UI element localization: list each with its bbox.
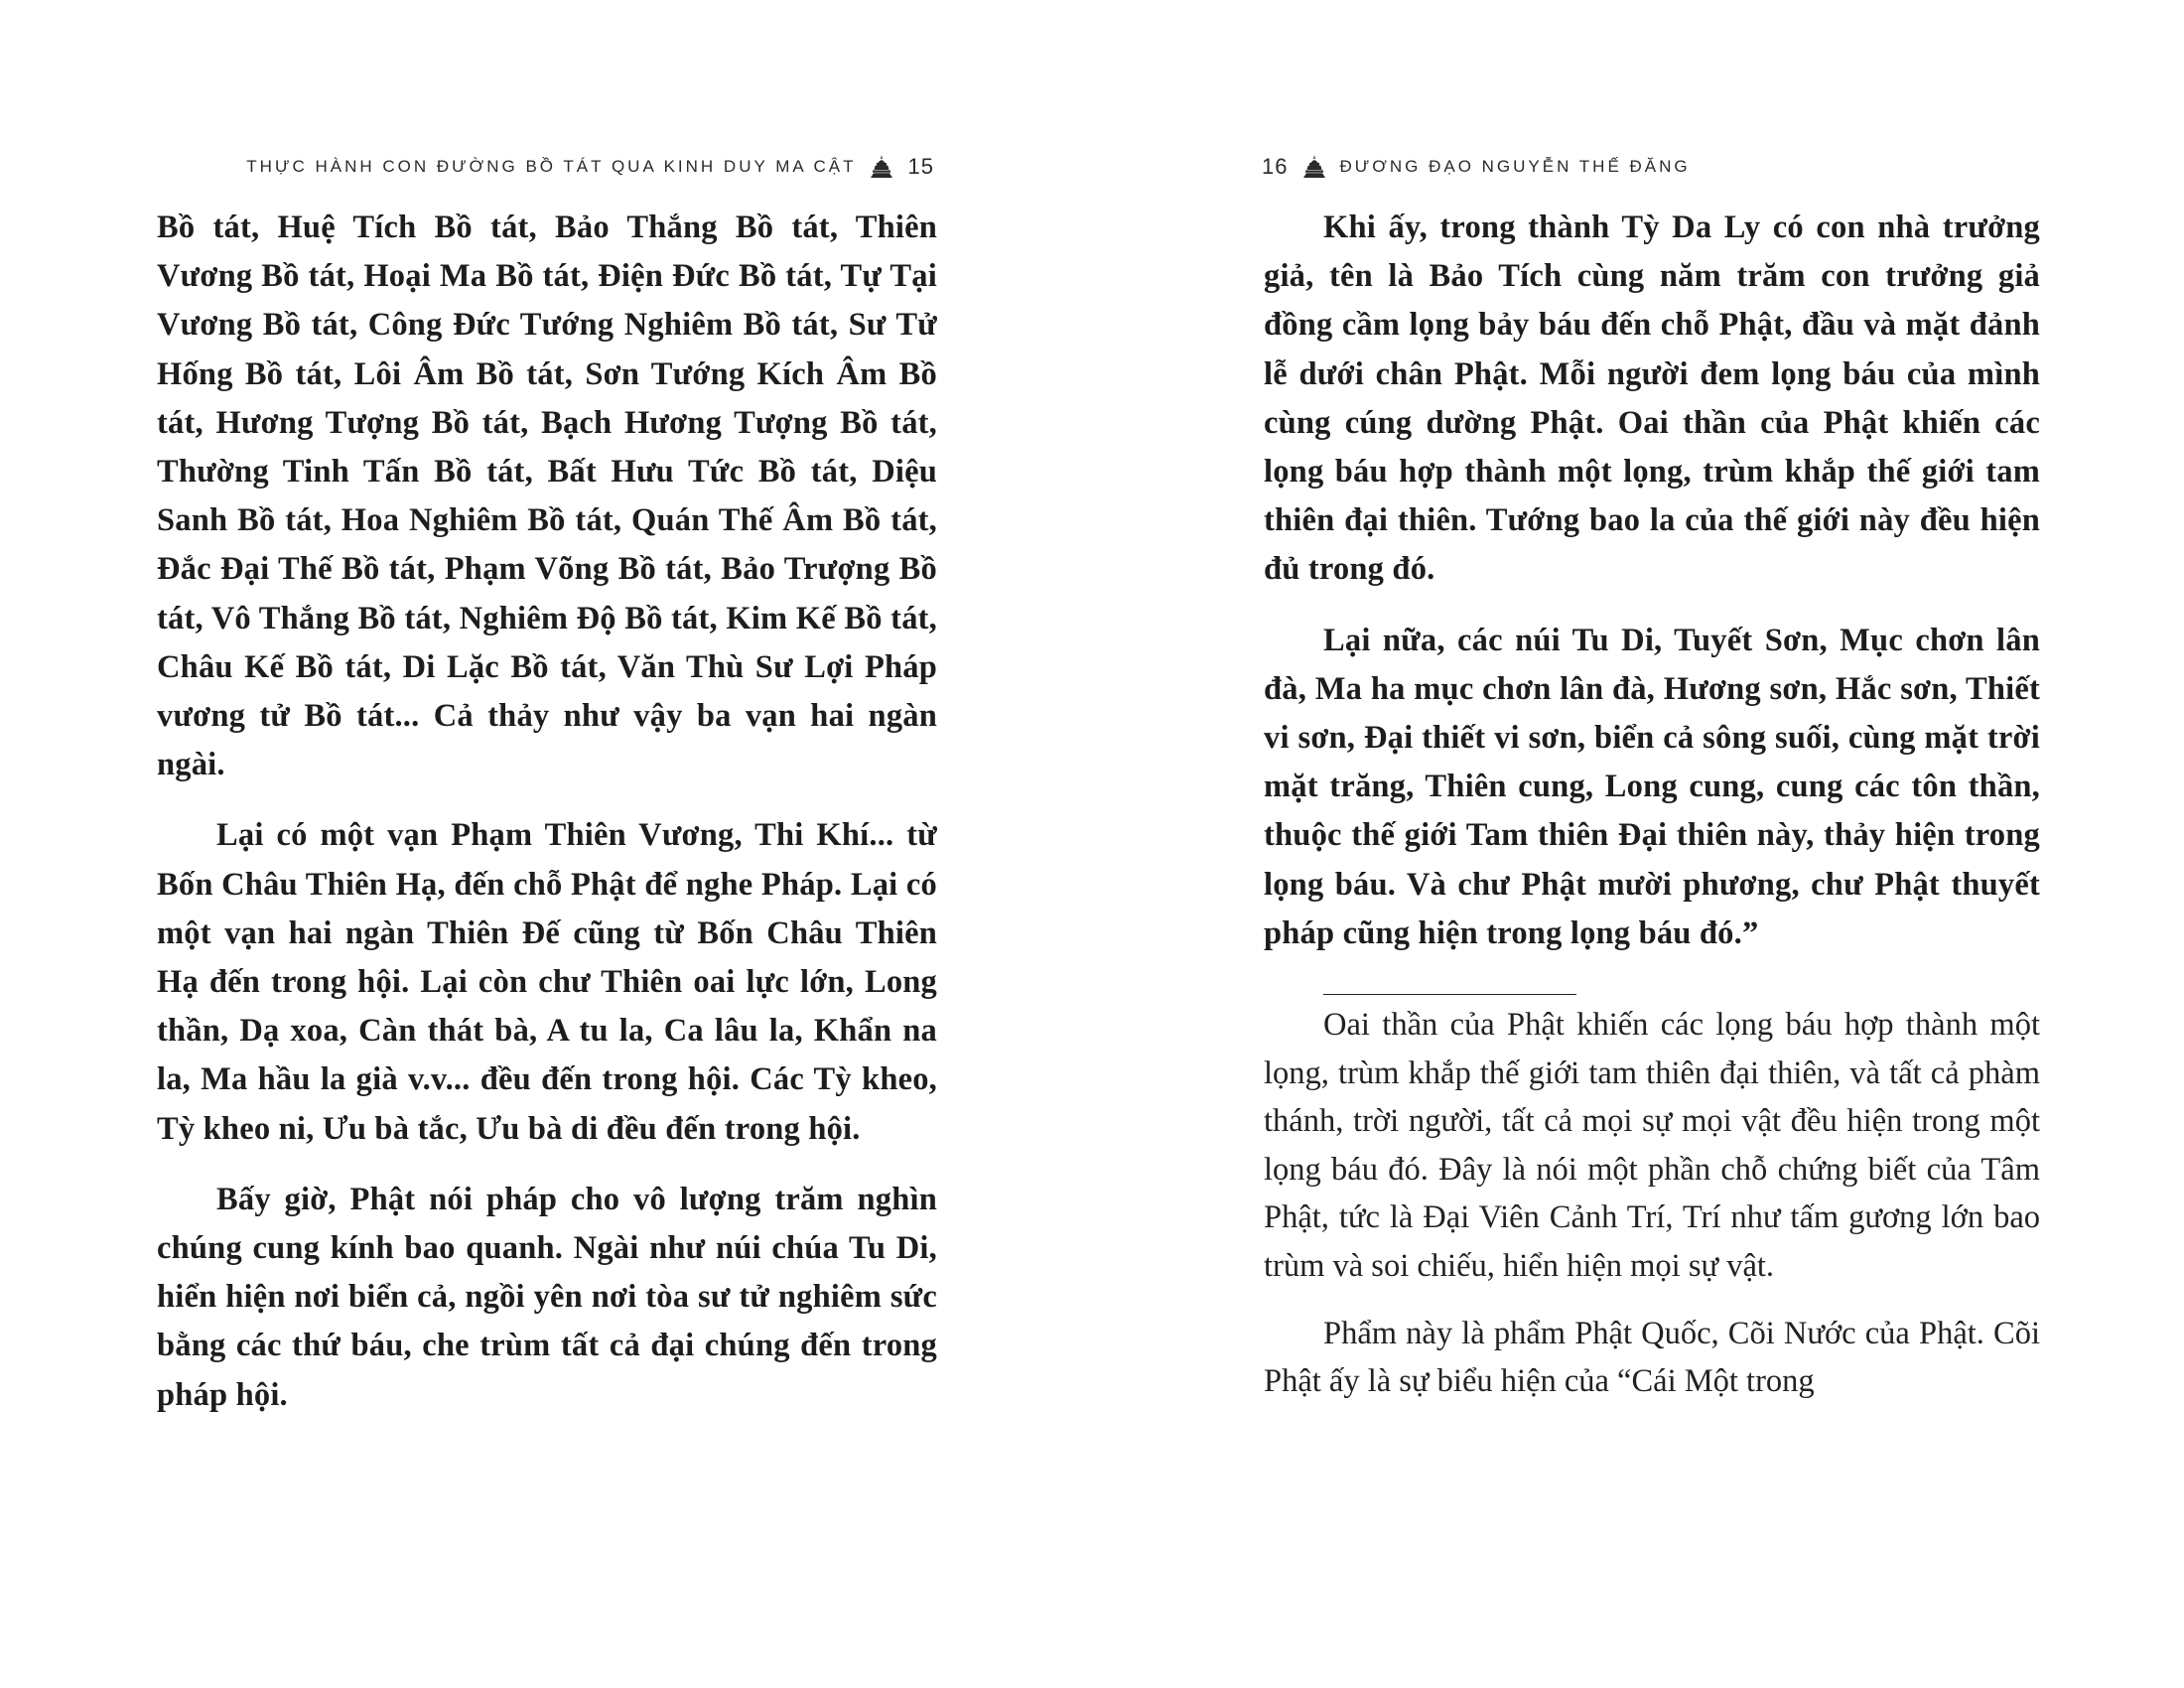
right-running-head-title: ĐƯƠNG ĐẠO NGUYỄN THẾ ĐĂNG <box>1339 157 1691 176</box>
section-divider <box>1323 994 1576 995</box>
right-page-number: 16 <box>1262 154 1289 179</box>
left-page-number: 15 <box>907 154 934 179</box>
left-paragraph-1: Bồ tát, Huệ Tích Bồ tát, Bảo Thắng Bồ tát, Thiên Vương Bồ tát, Hoại Ma Bồ tát, Điện Đức Bồ tát, Tự Tại Vương Bồ tát, Công Đức Tướng Nghiêm Bồ tát, Sư Tử Hống Bồ tát, Lôi Âm Bồ tát, Sơn Tướng Kích Âm Bồ tát, Hương Tượng Bồ tát, Bạch Hương Tượng Bồ tát, Thường Tinh Tấn Bồ tát, Bất Hưu Tức Bồ tát, Diệu Sanh Bồ tát, Hoa Nghiêm Bồ tát, Quán Thế Âm Bồ tát, Đắc Đại Thế Bồ tát, Phạm Võng Bồ tát, Bảo Trượng Bồ tát, Vô Thắng Bồ tát, Nghiêm Độ Bồ tát, Kim Kế Bồ tát, Châu Kế Bồ tát, Di Lặc Bồ tát, Văn Thù Sư Lợi Pháp vương tử Bồ tát... Cả thảy như vậy ba vạn hai ngàn ngài. <box>157 210 937 783</box>
right-paragraph-1: Khi ấy, trong thành Tỳ Da Ly có con nhà trưởng giả, tên là Bảo Tích cùng năm trăm con trưởng giả đồng cầm lọng bảy báu đến chỗ Phật, đầu và mặt đảnh lễ dưới chân Phật. Mỗi người đem lọng báu của mình cùng cúng dường Phật. Oai thần của Phật khiến các lọng báu hợp thành một lọng, trùm khắp thế giới tam thiên đại thiên. Tướng bao la của thế giới này đều hiện đủ trong đó. <box>1264 210 2040 588</box>
left-paragraph-2: Lại có một vạn Phạm Thiên Vương, Thi Khí... từ Bốn Châu Thiên Hạ, đến chỗ Phật để nghe Pháp. Lại có một vạn hai ngàn Thiên Đế cũng từ Bốn Châu Thiên Hạ đến trong hội. Lại còn chư Thiên oai lực lớn, Long thần, Dạ xoa, Càn thát bà, A tu la, Ca lâu la, Khẩn na la, Ma hầu la già v.v... đều đến trong hội. Các Tỳ kheo, Tỳ kheo ni, Ưu bà tắc, Ưu bà di đều đến trong hội. <box>157 817 937 1147</box>
stupa-icon <box>1301 154 1327 180</box>
left-running-head-title: THỰC HÀNH CON ĐƯỜNG BỒ TÁT QUA KINH DUY MA CẬT <box>246 157 857 176</box>
commentary-paragraph-2: Phẩm này là phẩm Phật Quốc, Cõi Nước của Phật. Cõi Phật ấy là sự biểu hiện của “Cái Một trong <box>1264 1315 2040 1400</box>
right-page-body <box>1264 204 2040 1406</box>
right-running-header <box>1262 152 1857 182</box>
left-running-header <box>246 152 934 182</box>
stupa-icon <box>869 154 894 180</box>
commentary-paragraph-1: Oai thần của Phật khiến các lọng báu hợp thành một lọng, trùm khắp thế giới tam thiên đại thiên, và tất cả phàm thánh, trời người, tất cả mọi sự mọi vật đều hiện trong một lọng báu đó. Đây là nói một phần chỗ chứng biết của Tâm Phật, tức là Đại Viên Cảnh Trí, Trí như tấm gương lớn bao trùm và soi chiếu, hiển hiện mọi sự vật. <box>1264 1007 2040 1285</box>
right-paragraph-2: Lại nữa, các núi Tu Di, Tuyết Sơn, Mục chơn lân đà, Ma ha mục chơn lân đà, Hương sơn, Hắc sơn, Thiết vi sơn, Đại thiết vi sơn, biển cả sông suối, cùng mặt trời mặt trăng, Thiên cung, Long cung, cung các tôn thần, thuộc thế giới Tam thiên Đại thiên này, thảy hiện trong lọng báu. Và chư Phật mười phương, chư Phật thuyết pháp cũng hiện trong lọng báu đó.” <box>1264 622 2040 951</box>
left-paragraph-3: Bấy giờ, Phật nói pháp cho vô lượng trăm nghìn chúng cung kính bao quanh. Ngài như núi chúa Tu Di, hiển hiện nơi biển cả, ngồi yên nơi tòa sư tử nghiêm sức bằng các thứ báu, che trùm tất cả đại chúng đến trong pháp hội. <box>157 1181 937 1413</box>
left-page-body <box>157 204 937 1420</box>
